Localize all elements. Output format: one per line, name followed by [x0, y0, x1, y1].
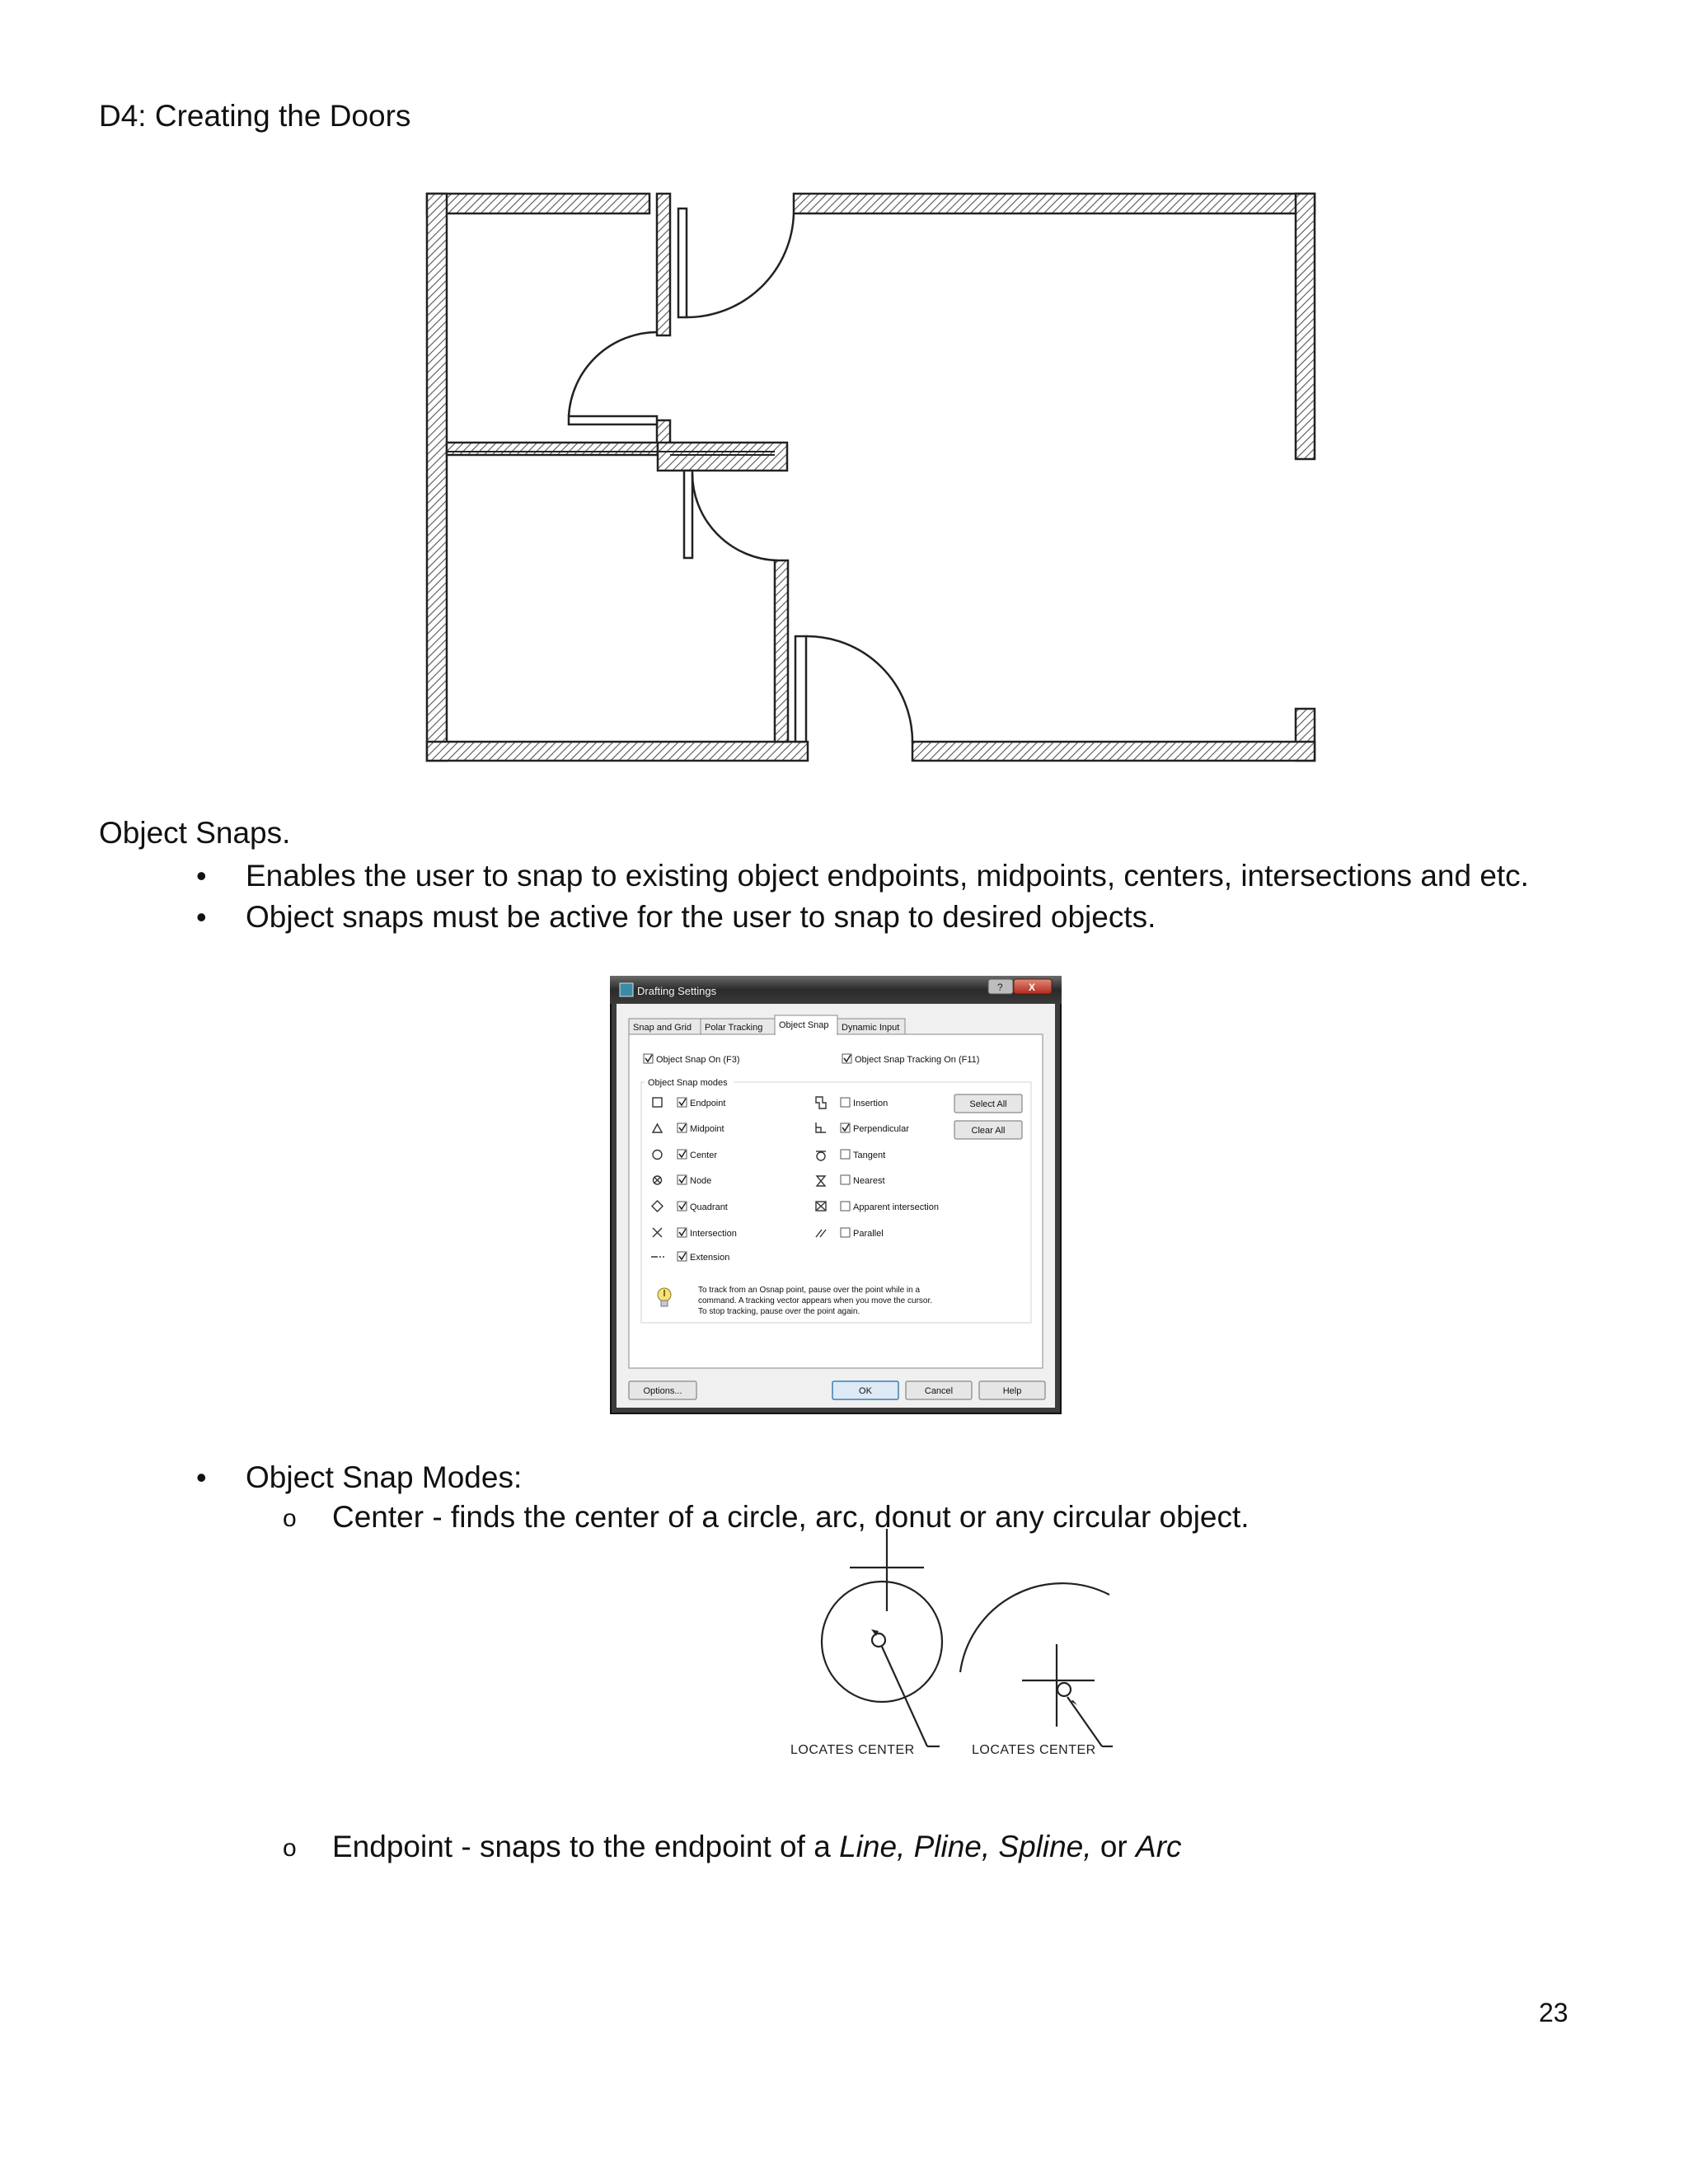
- svg-text:command. A tracking vector ap: command. A tracking vector appears when you move the cursor.: [698, 1296, 933, 1305]
- close-button[interactable]: [1014, 979, 1052, 994]
- section-title-object-snaps: Object Snaps.: [99, 816, 291, 850]
- bullet-text-1: Enables the user to snap to existing object endpoints, midpoints, centers, intersections and etc.: [246, 859, 1529, 893]
- svg-text:Snap and Grid: Snap and Grid: [633, 1023, 692, 1033]
- svg-text:Quadrant: Quadrant: [690, 1202, 728, 1212]
- select-all-button[interactable]: [954, 1094, 1022, 1113]
- bullet-dot: •: [196, 1460, 207, 1494]
- mode-checkbox-center[interactable]: [678, 1150, 717, 1160]
- svg-text:Polar Tracking: Polar Tracking: [705, 1023, 763, 1033]
- svg-text:Tangent: Tangent: [853, 1151, 886, 1160]
- svg-text:Intersection: Intersection: [690, 1229, 737, 1239]
- wall-right-upper: [1296, 194, 1315, 459]
- page-title: D4: Creating the Doors: [99, 99, 411, 133]
- tab-polar-tracking[interactable]: [701, 1019, 775, 1034]
- svg-text:Select All: Select All: [969, 1099, 1007, 1109]
- mode-checkbox-parallel[interactable]: [841, 1228, 884, 1239]
- endpoint-mode-text: Endpoint - snaps to the endpoint of a Line, Pline, Spline, or Arc: [332, 1830, 1182, 1863]
- options-button[interactable]: [629, 1381, 696, 1399]
- help-text-button[interactable]: [979, 1381, 1045, 1399]
- circle-shape: [822, 1582, 942, 1702]
- mode-checkbox-endpoint[interactable]: [678, 1098, 725, 1108]
- drafting-settings-dialog: [610, 976, 1062, 1414]
- wall-top-left: [427, 194, 649, 213]
- wall-top-right: [794, 194, 1315, 213]
- svg-text:OK: OK: [859, 1386, 872, 1396]
- center-mode-text: Center - finds the center of a circle, arc, donut or any circular object.: [332, 1500, 1250, 1534]
- svg-text:Node: Node: [690, 1176, 712, 1186]
- svg-text:Clear All: Clear All: [971, 1126, 1006, 1136]
- sub-bullet-ring: o: [283, 1835, 297, 1862]
- bullet-dot: •: [196, 900, 207, 934]
- svg-text:Insertion: Insertion: [853, 1099, 889, 1108]
- page-number: 23: [1539, 1998, 1568, 2027]
- wall-bottom-right: [912, 742, 1315, 761]
- clear-all-button[interactable]: [954, 1121, 1022, 1139]
- svg-text:Help: Help: [1002, 1386, 1022, 1396]
- wall-bottom-left: [427, 742, 808, 761]
- arc-shape: [960, 1583, 1109, 1672]
- app-icon: [620, 983, 633, 996]
- wall-left: [427, 194, 447, 761]
- wall-interior-stub: [657, 420, 670, 445]
- object-snap-on-checkbox[interactable]: [644, 1054, 740, 1065]
- wall-middle-left: [447, 443, 658, 455]
- svg-text:To track from an Osnap point,: To track from an Osnap point, pause over the point while in a: [698, 1286, 921, 1295]
- floor-plan-drawing: [412, 185, 1327, 771]
- locates-center-label-2: LOCATES CENTER: [972, 1743, 1096, 1757]
- modes-title: Object Snap Modes:: [246, 1460, 523, 1494]
- svg-text:Options...: Options...: [643, 1386, 682, 1396]
- locates-center-label-1: LOCATES CENTER: [790, 1743, 915, 1757]
- mode-checkbox-extension[interactable]: [678, 1252, 729, 1263]
- wall-middle-right: [658, 443, 787, 471]
- center-snap-figure: [783, 1529, 1129, 1776]
- mode-checkbox-nearest[interactable]: [841, 1175, 885, 1186]
- close-icon: X: [1029, 982, 1036, 993]
- svg-text:Midpoint: Midpoint: [690, 1124, 724, 1134]
- tab-object-snap[interactable]: [775, 1015, 837, 1035]
- svg-text:?: ?: [997, 982, 1003, 993]
- mode-checkbox-tangent[interactable]: [841, 1150, 885, 1160]
- svg-text:Endpoint: Endpoint: [690, 1099, 726, 1108]
- svg-text:Extension: Extension: [690, 1253, 730, 1263]
- svg-text:Apparent intersection: Apparent intersection: [853, 1202, 939, 1212]
- group-box-title: Object Snap modes: [648, 1078, 728, 1088]
- object-snap-tracking-checkbox[interactable]: [842, 1054, 979, 1065]
- svg-text:Object Snap Tracking On (F11): Object Snap Tracking On (F11): [855, 1055, 980, 1065]
- cancel-button[interactable]: [906, 1381, 972, 1399]
- bullet-text-2: Object snaps must be active for the user to snap to desired objects.: [246, 900, 1156, 934]
- svg-text:Dynamic Input: Dynamic Input: [842, 1023, 900, 1033]
- bullet-dot: •: [196, 859, 207, 893]
- svg-text:Perpendicular: Perpendicular: [853, 1124, 909, 1134]
- mode-checkbox-node[interactable]: [678, 1175, 711, 1186]
- sub-bullet-ring: o: [283, 1505, 297, 1532]
- mode-checkbox-midpoint[interactable]: [678, 1123, 724, 1134]
- tab-dynamic-input[interactable]: [837, 1019, 905, 1034]
- svg-text:Object Snap: Object Snap: [779, 1020, 829, 1030]
- dialog-title: Drafting Settings: [637, 985, 717, 997]
- ok-button[interactable]: [832, 1381, 898, 1399]
- wall-interior-vertical-upper: [657, 194, 670, 335]
- svg-text:Center: Center: [690, 1151, 718, 1160]
- svg-text:Cancel: Cancel: [924, 1386, 954, 1396]
- mode-checkbox-intersection[interactable]: [678, 1228, 737, 1239]
- tab-snap-and-grid[interactable]: [629, 1019, 701, 1034]
- svg-text:Nearest: Nearest: [853, 1176, 885, 1186]
- wall-lower-vertical: [775, 560, 788, 742]
- mode-checkbox-insertion[interactable]: [841, 1098, 888, 1108]
- svg-text:To stop tracking, pause over t: To stop tracking, pause over the point again.: [698, 1307, 860, 1316]
- mode-checkbox-quadrant[interactable]: [678, 1202, 728, 1212]
- svg-text:Object Snap On (F3): Object Snap On (F3): [656, 1055, 740, 1065]
- mode-checkbox-apparent-intersection[interactable]: [841, 1202, 939, 1212]
- help-button[interactable]: [988, 979, 1013, 994]
- svg-text:Parallel: Parallel: [853, 1229, 884, 1239]
